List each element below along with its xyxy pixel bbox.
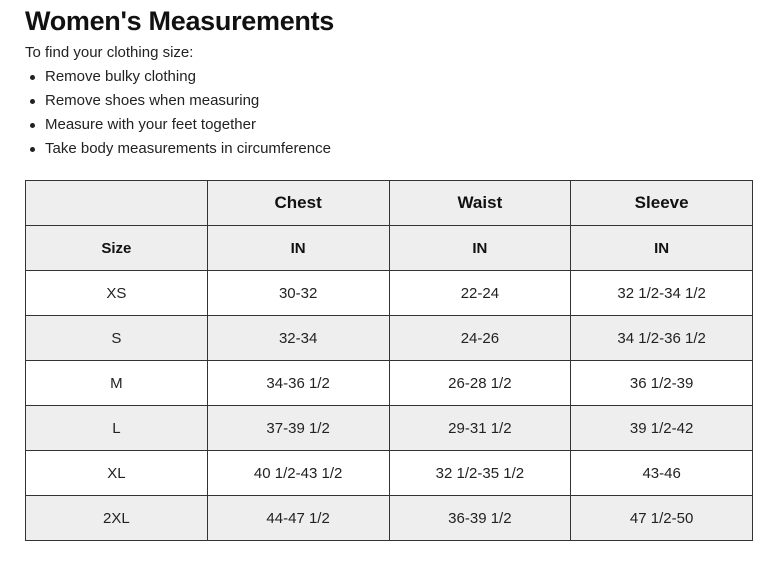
size-cell: 2XL (26, 496, 208, 541)
list-item (25, 138, 331, 162)
size-cell: XS (26, 271, 208, 316)
bullet-icon (30, 99, 35, 104)
waist-cell: 32 1/2-35 1/2 (389, 451, 571, 496)
bullet-icon (30, 123, 35, 128)
table-row (26, 361, 753, 406)
waist-cell: 29-31 1/2 (389, 406, 571, 451)
chest-cell: 32-34 (207, 316, 389, 361)
sleeve-cell: 47 1/2-50 (571, 496, 753, 541)
waist-cell: 22-24 (389, 271, 571, 316)
instructions-list (25, 66, 331, 162)
size-chart-table (25, 180, 753, 541)
list-item (25, 90, 331, 114)
header-cell-waist-unit: IN (389, 226, 571, 271)
list-item-text: Remove bulky clothing (45, 68, 196, 85)
waist-cell: 24-26 (389, 316, 571, 361)
header-row-units (26, 226, 753, 271)
chest-cell: 37-39 1/2 (207, 406, 389, 451)
header-cell-empty (26, 181, 208, 226)
chest-cell: 34-36 1/2 (207, 361, 389, 406)
sleeve-cell: 43-46 (571, 451, 753, 496)
waist-cell: 26-28 1/2 (389, 361, 571, 406)
header-cell-sleeve-unit: IN (571, 226, 753, 271)
header-cell-waist: Waist (389, 181, 571, 226)
sleeve-cell: 34 1/2-36 1/2 (571, 316, 753, 361)
bullet-icon (30, 147, 35, 152)
waist-cell: 36-39 1/2 (389, 496, 571, 541)
table-row (26, 316, 753, 361)
table-row (26, 496, 753, 541)
table-row (26, 271, 753, 316)
size-cell: M (26, 361, 208, 406)
header-row-measurements (26, 181, 753, 226)
list-item-text: Measure with your feet together (45, 116, 256, 133)
chest-cell: 40 1/2-43 1/2 (207, 451, 389, 496)
size-cell: L (26, 406, 208, 451)
table-row (26, 451, 753, 496)
header-cell-sleeve: Sleeve (571, 181, 753, 226)
intro-text: To find your clothing size: (25, 44, 194, 61)
chest-cell: 44-47 1/2 (207, 496, 389, 541)
chest-cell: 30-32 (207, 271, 389, 316)
list-item (25, 66, 331, 90)
header-cell-chest-unit: IN (207, 226, 389, 271)
header-cell-chest: Chest (207, 181, 389, 226)
page-title: Women's Measurements (25, 6, 335, 36)
table-row (26, 406, 753, 451)
list-item-text: Remove shoes when measuring (45, 92, 260, 109)
header-cell-size: Size (26, 226, 208, 271)
list-item (25, 114, 331, 138)
sleeve-cell: 39 1/2-42 (571, 406, 753, 451)
sleeve-cell: 36 1/2-39 (571, 361, 753, 406)
size-cell: XL (26, 451, 208, 496)
size-cell: S (26, 316, 208, 361)
list-item-text: Take body measurements in circumference (45, 140, 331, 157)
bullet-icon (30, 75, 35, 80)
sleeve-cell: 32 1/2-34 1/2 (571, 271, 753, 316)
